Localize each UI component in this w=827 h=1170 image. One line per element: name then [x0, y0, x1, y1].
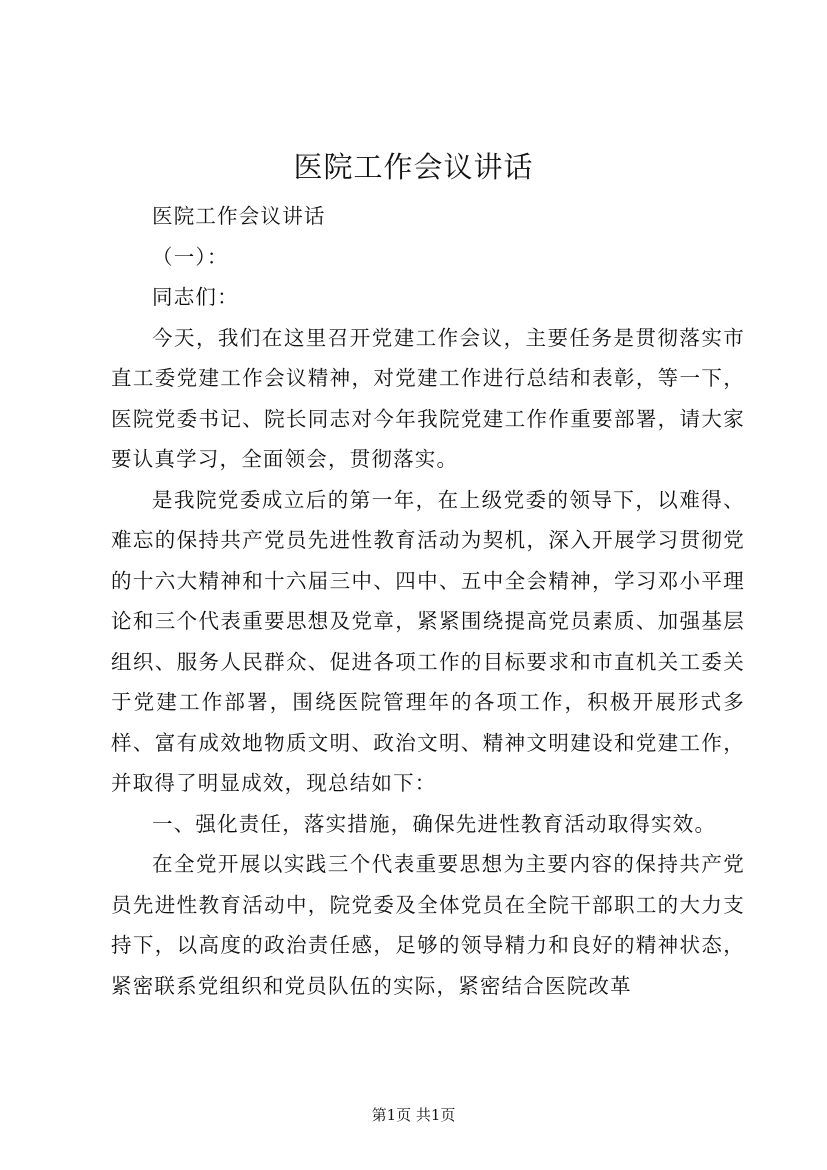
document-body [111, 196, 745, 1006]
paragraph-opening: 今天，我们在这里召开党建工作会议，主要任务是贯彻落实市直工委党建工作会议精神，对党建工作进行总结和表彰，等一下，医院党委书记、院长同志对今年我院党建工作作重要部署，请大家要认真学习，全面领会，贯彻落实。 [111, 325, 745, 471]
paragraph-subtitle: 医院工作会议讲话 [152, 204, 326, 228]
document-title: 医院工作会议讲话 [293, 150, 534, 184]
paragraph-salutation: 同志们： [152, 285, 239, 309]
paragraph-education-activity: 在全党开展以实践三个代表重要思想为主要内容的保持共产党员先进性教育活动中，院党委及全体党员在全院干部职工的大力支持下，以高度的政治责任感，足够的领导精力和良好的精神状态，紧密联系党组织和党员队伍的实际，紧密结合医院改革 [111, 852, 745, 998]
paragraph-summary: 是我院党委成立后的第一年，在上级党委的领导下，以难得、难忘的保持共产党员先进性教育活动为契机，深入开展学习贯彻党的十六大精神和十六届三中、四中、五中全会精神，学习邓小平理论和三个代表重要思想及党章，紧紧围绕提高党员素质、加强基层组织、服务人民群众、促进各项工作的目标要求和市直机关工委关于党建工作部署，围绕医院管理年的各项工作，积极开展形式多样、富有成效地物质文明、政治文明、精神文明建设和党建工作，并取得了明显成效，现总结如下： [111, 487, 745, 795]
page-footer: 第1页 共1页 [371, 1106, 456, 1124]
paragraph-section-number: （一）： [152, 244, 229, 269]
paragraph-heading-one: 一、强化责任，落实措施，确保先进性教育活动取得实效。 [152, 811, 717, 836]
